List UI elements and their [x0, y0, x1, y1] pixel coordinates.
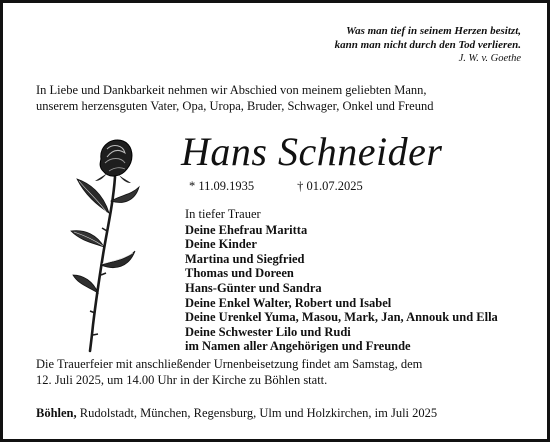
intro-line-1: In Liebe und Dankbarkeit nehmen wir Abschied von meinem geliebten Mann, [36, 83, 427, 97]
mourner-entry: im Namen aller Angehörigen und Freunde [185, 339, 411, 354]
quote-line-1: Was man tief in seinem Herzen besitzt, [346, 25, 521, 37]
main-place: Böhlen, [36, 406, 77, 420]
mourner-entry: Deine Ehefrau Maritta [185, 222, 308, 237]
intro-text [36, 82, 433, 114]
funeral-details [36, 356, 422, 388]
birth-date: * 11.09.1935 [189, 179, 255, 193]
deceased-name: Hans Schneider [181, 129, 443, 174]
mourner-entry: Martina und Siegfried [185, 251, 305, 266]
places-rest: Rudolstadt, München, Regensburg, Ulm und Holzkirchen, im Juli 2025 [76, 406, 438, 420]
life-dates [189, 178, 363, 194]
mourner-entry: Deine Enkel Walter, Robert und Isabel [185, 295, 392, 310]
quote-block [335, 24, 521, 66]
mourners-heading: In tiefer Trauer [185, 207, 261, 221]
funeral-line-1: Die Trauerfeier mit anschließender Urnenbeisetzung findet am Samstag, dem [36, 357, 423, 371]
places-and-date [36, 405, 437, 421]
mourners-list [185, 207, 498, 354]
intro-line-2: unserem herzensguten Vater, Opa, Uropa, Bruder, Schwager, Onkel und Freund [36, 99, 434, 113]
mourner-entry: Deine Kinder [185, 237, 257, 252]
death-date: † 01.07.2025 [297, 179, 363, 193]
funeral-line-2: 12. Juli 2025, um 14.00 Uhr in der Kirche zu Böhlen statt. [36, 373, 328, 387]
mourner-entry: Deine Schwester Lilo und Rudi [185, 324, 351, 339]
mourner-entry: Hans-Günter und Sandra [185, 280, 322, 295]
quote-author: J. W. v. Goethe [458, 53, 521, 64]
mourner-entry: Thomas und Doreen [185, 266, 294, 281]
mourner-entry: Deine Urenkel Yuma, Masou, Mark, Jan, Annouk und Ella [185, 310, 498, 325]
rose-icon [63, 135, 143, 353]
quote-line-2: kann man nicht durch den Tod verlieren. [334, 39, 521, 51]
